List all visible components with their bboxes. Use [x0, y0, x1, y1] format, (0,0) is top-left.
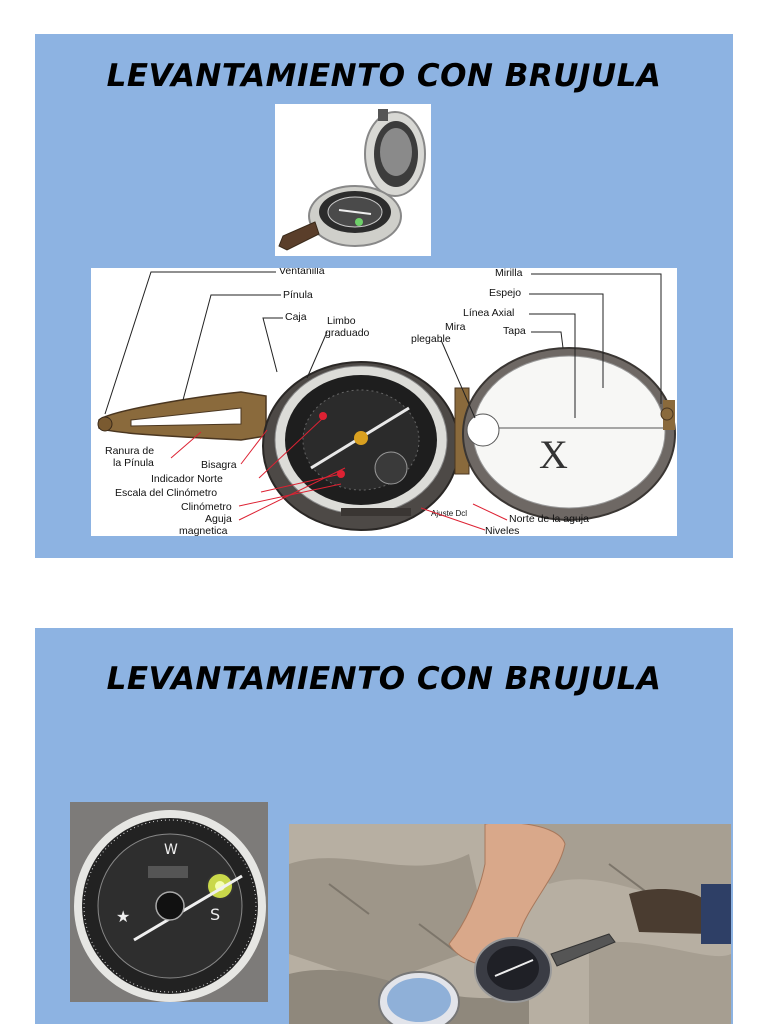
svg-text:S: S — [210, 905, 221, 924]
label-mira: Mira — [445, 321, 466, 333]
label-aguja-1: Aguja — [205, 513, 232, 525]
svg-text:W: W — [164, 842, 178, 858]
label-ventanilla: Ventanilla — [279, 268, 325, 277]
compass-parts-svg — [91, 268, 677, 536]
label-indicador-norte: Indicador Norte — [151, 473, 223, 485]
compass-photo-open — [275, 104, 431, 256]
field-photo — [289, 824, 731, 1024]
label-tapa: Tapa — [503, 325, 526, 337]
svg-text:X: X — [539, 432, 568, 477]
slide-1 — [35, 34, 733, 558]
label-escala-clinometro: Escala del Clinómetro — [115, 487, 218, 499]
slide-title: LEVANTAMIENTO CON BRUJULA — [106, 661, 662, 697]
label-espejo: Espejo — [489, 287, 522, 299]
label-limbo: Limbo — [327, 315, 356, 327]
slide-2 — [35, 628, 733, 1024]
label-mirilla: Mirilla — [495, 268, 523, 279]
label-ranura-2: la Pínula — [113, 457, 154, 469]
compass-parts-diagram — [91, 268, 677, 536]
label-ajuste: Ajuste Dcl — [431, 509, 468, 518]
label-aguja-2: magnetica — [179, 525, 228, 536]
label-plegable: plegable — [411, 333, 451, 345]
label-graduado: graduado — [325, 327, 370, 339]
label-clinometro: Clinómetro — [181, 501, 232, 513]
svg-text:★: ★ — [116, 907, 131, 926]
label-niveles: Niveles — [485, 525, 520, 536]
compass-dial-photo — [70, 802, 268, 1002]
label-caja: Caja — [285, 311, 307, 323]
field-photo-illustration — [289, 824, 731, 1024]
label-linea-axial: Línea Axial — [463, 307, 515, 319]
label-norte-aguja: Norte de la aguja — [509, 513, 589, 525]
label-bisagra: Bisagra — [201, 459, 237, 471]
label-pinula: Pínula — [283, 289, 313, 301]
brunton-compass-illustration — [275, 104, 431, 256]
label-ranura-1: Ranura de — [105, 445, 155, 457]
compass-dial-illustration — [70, 802, 268, 1002]
slide-title: LEVANTAMIENTO CON BRUJULA — [106, 58, 662, 94]
